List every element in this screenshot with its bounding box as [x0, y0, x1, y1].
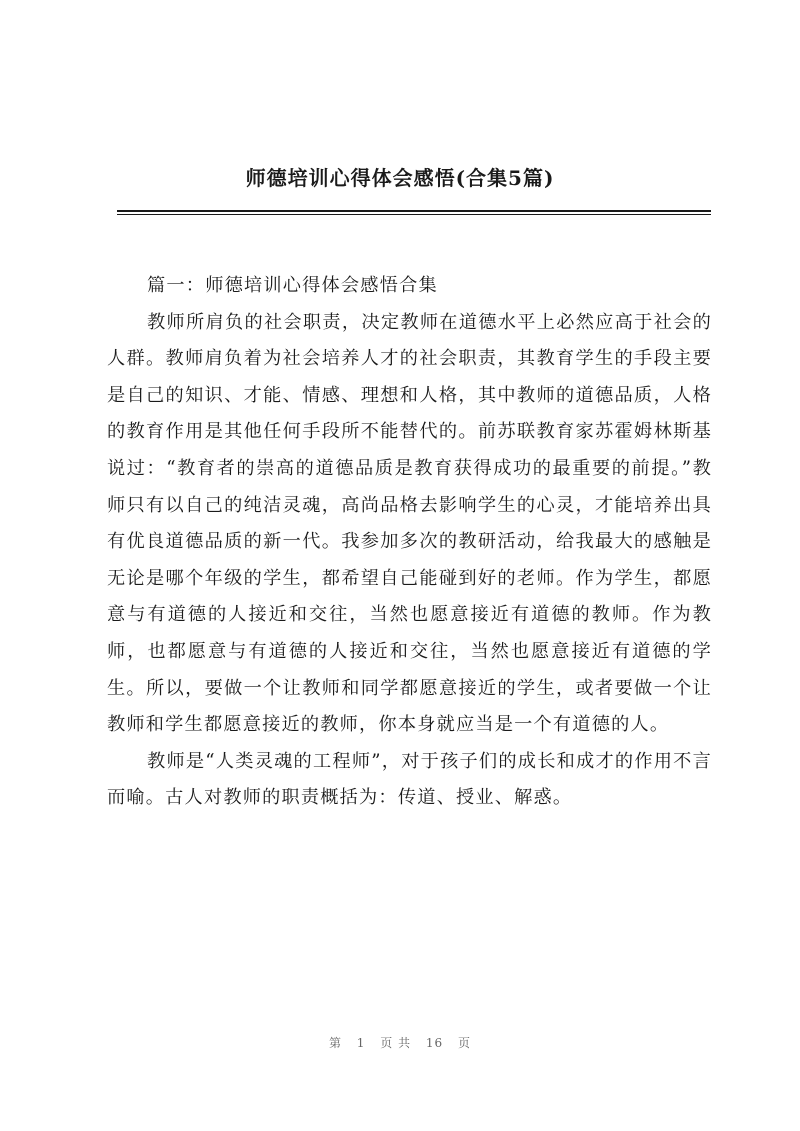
section-heading: 篇一：师德培训心得体会感悟合集	[147, 275, 438, 296]
footer-page-number: 1	[356, 1036, 366, 1050]
document-body	[107, 268, 712, 817]
footer-total-pages: 16	[425, 1036, 444, 1050]
body-paragraph: 教师是“人类灵魂的工程师”，对于孩子们的成长和成才的作用不言而喻。古人对教师的职责概括为：传道、授业、解惑。	[107, 750, 712, 809]
footer-prefix: 第	[328, 1036, 342, 1050]
document-title: 师德培训心得体会感悟(合集5篇)	[245, 166, 555, 190]
footer-suffix: 页	[458, 1036, 472, 1050]
page-footer	[0, 1034, 800, 1051]
body-paragraph: 教师所肩负的社会职责，决定教师在道德水平上必然应高于社会的人群。教师肩负着为社会培养人才的社会职责，其教育学生的手段主要是自己的知识、才能、情感、理想和人格，其中教师的道德品质，人格的教育作用是其他任何手段所不能替代的。前苏联教育家苏霍姆林斯基说过：“教育者的崇高的道德品质是教育获得成功的最重要的前提。”教师只有以自己的纯洁灵魂，高尚品格去影响学生的心灵，才能培养出具有优良道德品质的新一代。我参加多次的教研活动，给我最大的感触是无论是哪个年级的学生，都希望自己能碰到好的老师。作为学生，都愿意与有道德的人接近和交往，当然也愿意接近有道德的教师。作为教师，也都愿意与有道德的人接近和交往，当然也愿意接近有道德的学生。所以，要做一个让教师和同学都愿意接近的学生，或者要做一个让教师和学生都愿意接近的教师，你本身就应当是一个有道德的人。	[107, 311, 712, 736]
title-divider	[117, 210, 711, 212]
footer-middle: 页 共	[380, 1036, 412, 1050]
title-divider-thin	[117, 214, 711, 215]
